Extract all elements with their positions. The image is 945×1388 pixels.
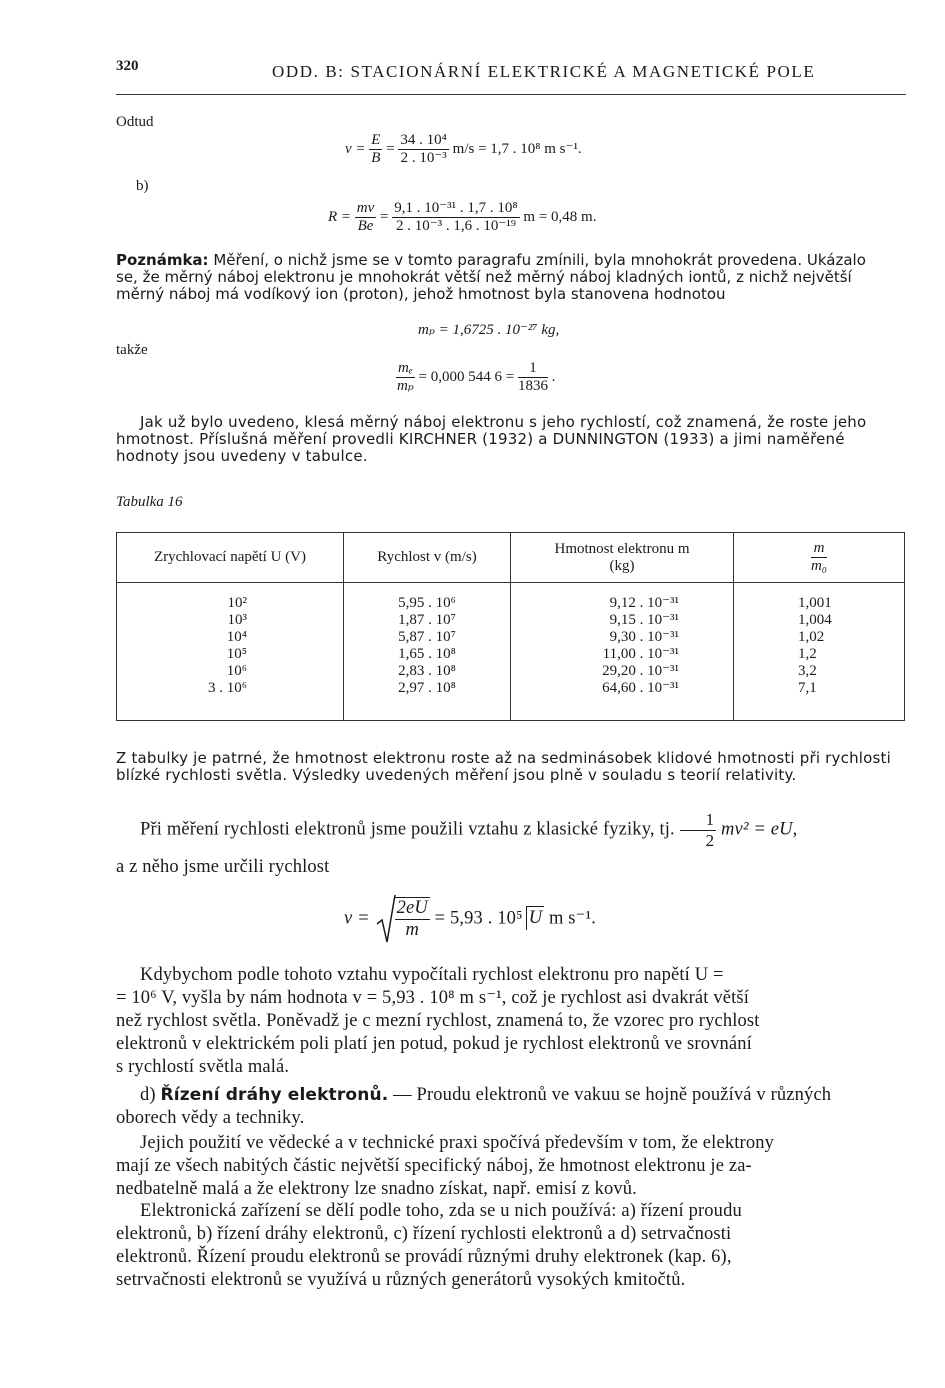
cell-mass: 64,60 . 10⁻³¹ xyxy=(602,680,679,696)
sqrt-unit: m s⁻¹. xyxy=(548,908,597,929)
eq-v-num: E xyxy=(369,132,382,150)
column-ratio xyxy=(734,583,905,721)
cell-ratio: 1,001 xyxy=(798,595,832,611)
header-ratio-den: m₀ xyxy=(810,558,828,574)
sqrt-den: m xyxy=(405,920,419,940)
usage-line-1: Jejich použití ve vědecké a v technické praxi spočívá především v tom, že elektrony xyxy=(140,1133,775,1153)
table-intro-line-3: hodnoty jsou uvedeny v tabulce. xyxy=(116,447,368,465)
ratio-frac1 xyxy=(396,360,415,396)
section-d xyxy=(116,1084,906,1130)
cell-voltage: 3 . 10⁶ xyxy=(208,680,247,696)
cell-velocity: 2,97 . 10⁸ xyxy=(398,680,456,696)
cell-mass: 9,12 . 10⁻³¹ xyxy=(609,595,679,611)
ratio-den2: 1836 xyxy=(517,378,548,395)
cell-voltage: 10⁴ xyxy=(226,629,247,645)
eq-r-frac2 xyxy=(392,200,519,236)
header-mass-line-1: Hmotnost elektronu m xyxy=(554,540,690,557)
header-mass-line-2: (kg) xyxy=(609,557,635,574)
ratio-tail: . xyxy=(551,369,556,386)
sqrt-radical xyxy=(375,894,430,944)
devices-line-3: elektronů. Řízení proudu elektronů se provádí různými druhy elektronek (kap. 6), xyxy=(116,1247,732,1267)
column-voltage xyxy=(117,583,344,721)
cell-velocity: 5,95 . 10⁶ xyxy=(398,595,456,611)
eq-v-result: m/s = 1,7 . 10⁸ m s⁻¹. xyxy=(452,141,582,158)
note-label: Poznámka: xyxy=(116,251,209,269)
header-mass xyxy=(511,533,734,583)
ratio-num2: 1 xyxy=(518,360,548,378)
note-paragraph xyxy=(116,252,906,303)
header-voltage: Zrychlovací napětí U (V) xyxy=(117,533,344,583)
header-rule xyxy=(116,94,906,95)
kdybychom-line-2: = 10⁶ V, vyšla by nám hodnota v = 5,93 . 10⁸ m s⁻¹, což je rychlost asi dvakrát větší xyxy=(116,988,750,1008)
kdybychom-line-5: s rychlostí světla malá. xyxy=(116,1057,290,1077)
table-conclusion-line-2: blízké rychlosti světla. Výsledky uvedených měření jsou plně v souladu s teorií relativity. xyxy=(116,766,797,784)
eq-r-num: mv xyxy=(355,200,377,218)
eq-v-den: B xyxy=(371,150,381,167)
eq-r-den: Be xyxy=(357,218,374,235)
cell-voltage: 10⁶ xyxy=(226,663,247,679)
section-d-line-1 xyxy=(116,1084,906,1107)
cell-ratio: 1,02 xyxy=(798,629,825,645)
cell-voltage: 10² xyxy=(227,595,247,611)
cell-velocity: 1,87 . 10⁷ xyxy=(398,612,456,628)
section-d-title: Řízení dráhy elektronů. xyxy=(160,1085,389,1105)
usage-line-3: nedbatelně malá a že elektrony lze snadno získat, např. emisí z kovů. xyxy=(116,1179,637,1199)
label-part-b: b) xyxy=(136,178,149,194)
eq-v-lhs: v = xyxy=(345,141,366,158)
classic-half-frac xyxy=(680,810,717,850)
results-table-wrapper xyxy=(116,532,905,721)
eq-v-eq2: = xyxy=(386,141,395,158)
classic-physics-paragraph xyxy=(116,810,906,879)
kdybychom-line-4: elektronů v elektrickém poli platí jen potud, pokud je rychlost elektronů ve srovnání xyxy=(116,1034,752,1054)
sqrt-num: 2eU xyxy=(395,898,430,920)
cell-velocity: 2,83 . 10⁸ xyxy=(398,663,456,679)
eq-r-num2: 9,1 . 10⁻³¹ . 1,7 . 10⁸ xyxy=(392,200,519,218)
table-intro-line-2: hmotnost. Příslušná měření provedli KIRCHNER (1932) a DUNNINGTON (1933) a jimi naměřené xyxy=(116,430,845,448)
cell-mass: 29,20 . 10⁻³¹ xyxy=(602,663,679,679)
section-d-line-2: oborech vědy a techniky. xyxy=(116,1108,305,1128)
devices-line-4: setrvačnosti elektronů se využívá u různých generátorů vysokých kmitočtů. xyxy=(116,1270,686,1290)
eq-v-frac1 xyxy=(369,132,382,168)
header-ratio xyxy=(734,533,905,583)
devices-line-2: elektronů, b) řízení dráhy elektronů, c) řízení rychlosti elektronů a d) setrvačnosti xyxy=(116,1224,732,1244)
column-mass xyxy=(511,583,734,721)
usage-line-2: mají ze všech nabitých částic největší specifický náboj, že hmotnost elektronu je za- xyxy=(116,1156,752,1176)
note-line-1: Měření, o nichž jsme se v tomto paragrafu zmínili, byla mnohokrát provedena. Ukázalo xyxy=(213,251,866,269)
devices-line-1: Elektronická zařízení se dělí podle toho, zda se u nich používá: a) řízení proudu xyxy=(140,1201,742,1221)
sqrt-frac xyxy=(395,897,430,942)
table-intro-paragraph xyxy=(116,414,906,465)
page-number: 320 xyxy=(116,58,139,74)
label-takze: takže xyxy=(116,342,148,358)
classic-text: Při měření rychlosti elektronů jsme použili vztahu z klasické fyziky, tj. xyxy=(140,819,675,840)
classic-half-num: 1 xyxy=(680,810,717,831)
header-velocity: Rychlost v (m/s) xyxy=(344,533,511,583)
kdybychom-line-1: Kdybychom podle tohoto vztahu vypočítali rychlost elektronu pro napětí U = xyxy=(140,965,724,985)
eq-r-eq2: = xyxy=(380,209,389,226)
radical-sign xyxy=(375,894,397,944)
cell-voltage: 10⁵ xyxy=(226,646,247,662)
devices-paragraph xyxy=(116,1200,906,1292)
table-intro-line-1: Jak už bylo uvedeno, klesá měrný náboj elektronu s jeho rychlostí, což znamená, že roste jeho xyxy=(140,413,867,431)
eq-r-frac1 xyxy=(355,200,377,236)
table-conclusion-line-1: Z tabulky je patrné, že hmotnost elektronu roste až na sedminásobek klidové hmotnosti při rychlosti xyxy=(116,749,891,767)
eq-v-num2: 34 . 10⁴ xyxy=(398,132,448,150)
cell-velocity: 1,65 . 10⁸ xyxy=(398,646,456,662)
section-d-label: d) xyxy=(140,1085,156,1105)
table-header-row xyxy=(117,533,905,583)
usage-paragraph xyxy=(116,1132,906,1201)
ratio-frac2 xyxy=(518,360,548,396)
ratio-den: mₚ xyxy=(396,378,414,395)
ratio-num: mₑ xyxy=(396,360,415,378)
classic-line-1 xyxy=(116,810,906,850)
header-ratio-frac xyxy=(811,540,827,576)
cell-ratio: 3,2 xyxy=(798,663,817,679)
kdybychom-line-3: než rychlost světla. Poněvadž je c mezní rychlost, znamená to, že vzorec pro rychlost xyxy=(116,1011,760,1031)
equation-velocity xyxy=(345,132,582,168)
column-velocity xyxy=(344,583,511,721)
eq-r-result: m = 0,48 m. xyxy=(523,209,597,226)
classic-line-2: a z něho jsme určili rychlost xyxy=(116,857,330,878)
header-ratio-num: m xyxy=(811,540,827,558)
chapter-title: ODD. B: STACIONÁRNÍ ELEKTRICKÉ A MAGNETICKÉ POLE xyxy=(272,62,816,81)
ratio-mid: = 0,000 544 6 = xyxy=(418,369,515,386)
cell-mass: 11,00 . 10⁻³¹ xyxy=(602,646,679,662)
classic-half-den: 2 xyxy=(705,830,715,850)
table-row xyxy=(117,583,905,721)
cell-voltage: 10³ xyxy=(227,612,247,628)
sqrt-u: U xyxy=(526,906,545,930)
equation-sqrt-velocity xyxy=(344,894,596,944)
cell-ratio: 1,2 xyxy=(798,646,817,662)
label-odtud: Odtud xyxy=(116,114,154,130)
note-line-3: měrný náboj má vodíkový ion (proton), jehož hmotnost byla stanovena hodnotou xyxy=(116,285,726,303)
eq-r-lhs: R = xyxy=(328,209,352,226)
results-table xyxy=(116,532,905,721)
cell-mass: 9,30 . 10⁻³¹ xyxy=(609,629,679,645)
classic-tail: mv² = eU, xyxy=(721,819,798,840)
cell-ratio: 1,004 xyxy=(798,612,832,628)
equation-mass-ratio xyxy=(396,360,555,396)
sqrt-lhs: v = xyxy=(344,908,370,929)
sqrt-rhs: = 5,93 . 10⁵ xyxy=(434,908,523,929)
eq-r-den2: 2 . 10⁻³ . 1,6 . 10⁻¹⁹ xyxy=(395,218,516,235)
eq-v-den2: 2 . 10⁻³ xyxy=(400,150,447,167)
kdybychom-paragraph xyxy=(116,964,906,1079)
cell-mass: 9,15 . 10⁻³¹ xyxy=(609,612,679,628)
section-d-rest: — Proudu elektronů ve vakuu se hojně používá v různých xyxy=(393,1085,832,1105)
equation-radius xyxy=(328,200,596,236)
table-caption: Tabulka 16 xyxy=(116,494,183,510)
table-conclusion-paragraph xyxy=(116,750,906,784)
cell-ratio: 7,1 xyxy=(798,680,817,696)
cell-velocity: 5,87 . 10⁷ xyxy=(398,629,456,645)
eq-v-frac2 xyxy=(398,132,448,168)
equation-proton-mass: mₚ = 1,6725 . 10⁻²⁷ kg, xyxy=(418,322,560,338)
note-line-2: se, že měrný náboj elektronu je mnohokrát větší než měrný náboj kladných iontů, z nichž největší xyxy=(116,268,852,286)
